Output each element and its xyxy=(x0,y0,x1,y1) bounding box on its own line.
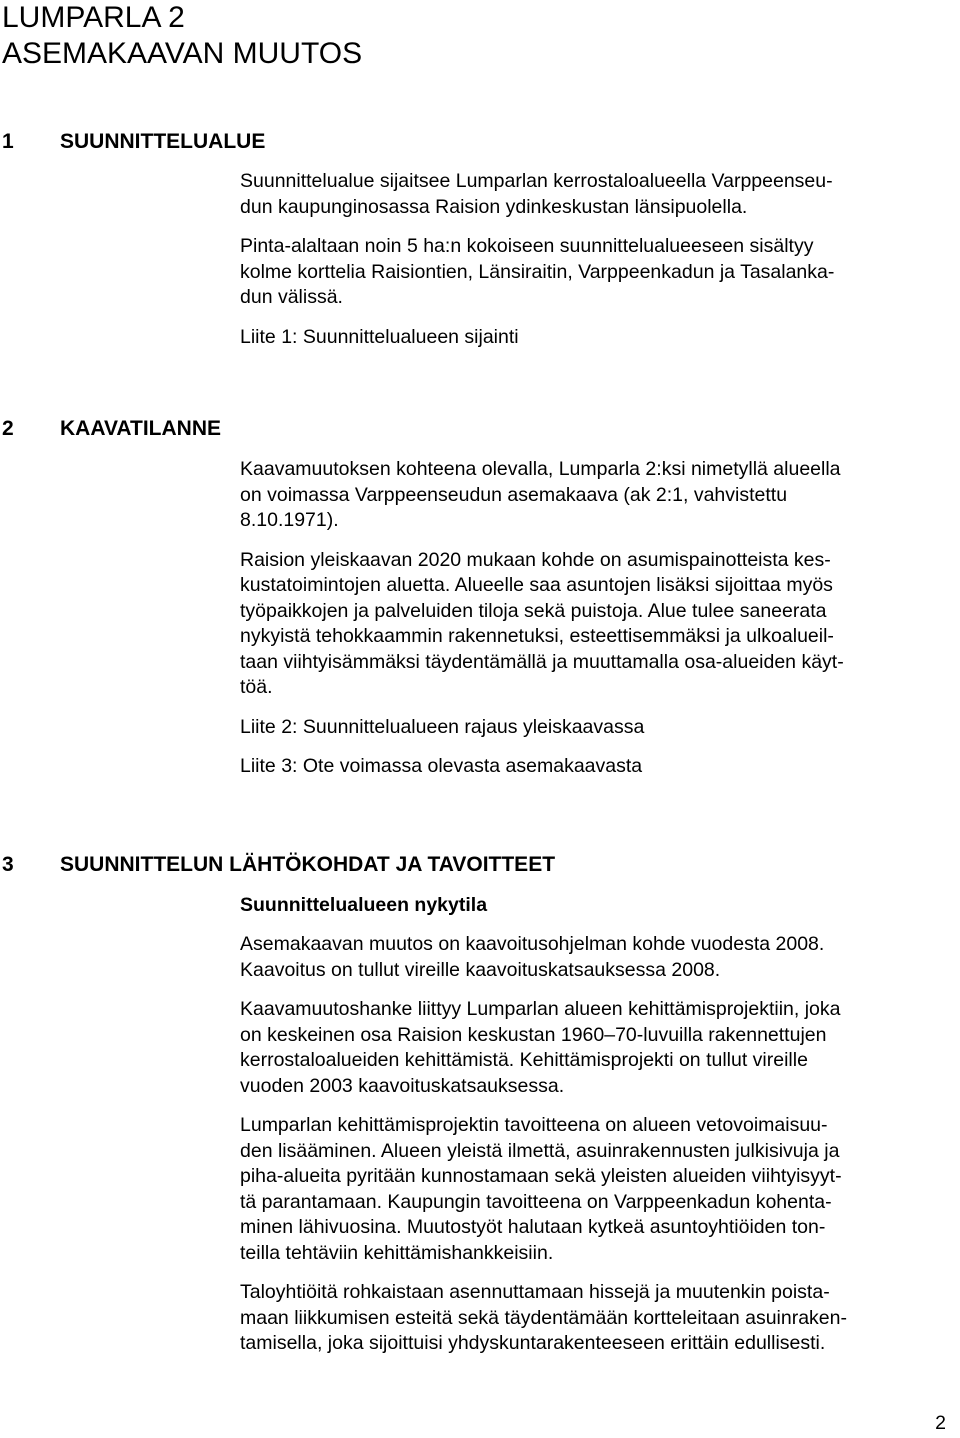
text-line: tamisella, joka sijoittuisi yhdyskuntarakenteeseen erittäin edullisesti. xyxy=(240,1332,826,1354)
attachment-reference xyxy=(240,715,952,741)
text-line: töä. xyxy=(240,676,273,698)
paragraph xyxy=(240,169,952,220)
paragraph xyxy=(240,997,952,1099)
text-line: Taloyhtiöitä rohkaistaan asennuttamaan hissejä ja muutenkin poista- xyxy=(240,1281,830,1303)
section-2-body xyxy=(240,457,952,780)
attachment-reference xyxy=(240,325,952,351)
text-line: Raision yleiskaavan 2020 mukaan kohde on asumispainotteista kes- xyxy=(240,548,831,571)
text-line: Lumparlan kehittämisprojektin tavoitteena on alueen vetovoimaisuu- xyxy=(240,1114,828,1136)
text-line: kolme korttelia Raisiontien, Länsiraitin, Varppeenkadun ja Tasalanka- xyxy=(240,260,835,283)
text-line: tä parantamaan. Kaupungin tavoitteena on Varppeenkadun kohenta- xyxy=(240,1190,832,1213)
text-line: Kaavoitus on tullut vireille kaavoituskatsauksessa 2008. xyxy=(240,958,721,981)
text-line: piha-alueita pyritään kunnostamaan sekä yleisten alueiden viihtyisyyt- xyxy=(240,1165,842,1187)
text-line: Kaavamuutoshanke liittyy Lumparlan alueen kehittämisprojektiin, joka xyxy=(240,998,841,1020)
text-line: minen lähivuosina. Muutostyöt halutaan kytkeä asuntoyhtiöiden ton- xyxy=(240,1216,826,1238)
paragraph xyxy=(240,548,952,701)
section-title: SUUNNITTELUALUE xyxy=(60,130,266,153)
section-1-heading xyxy=(2,129,265,155)
paragraph xyxy=(240,932,952,983)
section-title: SUUNNITTELUN LÄHTÖKOHDAT JA TAVOITTEET xyxy=(60,853,556,876)
text-line: teilla tehtäviin kehittämishankkeisiin. xyxy=(240,1241,554,1264)
text-line: kustatoimintojen aluetta. Alueelle saa asuntojen lisäksi sijoittaa myös xyxy=(240,574,833,596)
page-number: 2 xyxy=(935,1412,946,1434)
paragraph xyxy=(240,1113,952,1266)
text-line: työpaikkojen ja palveluiden tiloja sekä puistoja. Alue tulee saneerata xyxy=(240,599,827,622)
section-number: 3 xyxy=(2,853,14,876)
text-line: nykyistä tehokkaammin rakennetuksi, esteettisemmäksi ja ulkoalueil- xyxy=(240,625,834,647)
document-title xyxy=(2,0,362,72)
text-line: dun kaupunginosassa Raision ydinkeskustan länsipuolella. xyxy=(240,195,748,218)
paragraph xyxy=(240,234,952,311)
text-line: Liite 3: Ote voimassa olevasta asemakaavasta xyxy=(240,755,643,777)
section-3-heading xyxy=(2,852,555,878)
paragraph xyxy=(240,1280,952,1357)
text-line: dun välissä. xyxy=(240,286,343,308)
document-title-line-1: LUMPARLA 2 xyxy=(2,1,185,34)
paragraph xyxy=(240,457,952,534)
text-line: Liite 2: Suunnittelualueen rajaus yleiskaavassa xyxy=(240,715,645,738)
text-line: on voimassa Varppeenseudun asemakaava (ak 2:1, vahvistettu xyxy=(240,483,788,506)
subsection-heading: Suunnittelualueen nykytila xyxy=(240,894,488,916)
section-number: 1 xyxy=(2,130,14,153)
text-line: Pinta-alaltaan noin 5 ha:n kokoiseen suunnittelualueeseen sisältyy xyxy=(240,235,814,257)
text-line: den lisääminen. Alueen yleistä ilmettä, asuinrakennusten julkisivuja ja xyxy=(240,1139,840,1162)
document-title-line-2: ASEMAKAAVAN MUUTOS xyxy=(2,37,363,70)
text-line: Liite 1: Suunnittelualueen sijainti xyxy=(240,325,519,348)
text-line: maan liikkumisen esteitä sekä täydentämään kortteleitaan asuinraken- xyxy=(240,1306,847,1329)
text-line: Asemakaavan muutos on kaavoitusohjelman kohde vuodesta 2008. xyxy=(240,933,825,955)
text-line: Suunnittelualue sijaitsee Lumparlan kerrostaloalueella Varppeenseu- xyxy=(240,170,833,192)
text-line: on keskeinen osa Raision keskustan 1960–70-luvuilla rakennettujen xyxy=(240,1023,827,1046)
section-1-body xyxy=(240,169,952,350)
text-line: 8.10.1971). xyxy=(240,509,339,531)
section-3-body xyxy=(240,892,952,1357)
text-line: vuoden 2003 kaavoituskatsauksessa. xyxy=(240,1074,565,1097)
section-2-heading xyxy=(2,416,221,442)
section-number: 2 xyxy=(2,417,14,440)
text-line: taan viihtyisämmäksi täydentämällä ja muuttamalla osa-alueiden käyt- xyxy=(240,650,844,673)
section-title: KAAVATILANNE xyxy=(60,417,221,440)
text-line: kerrostaloalueiden kehittämistä. Kehittämisprojekti on tullut vireille xyxy=(240,1049,808,1071)
attachment-reference xyxy=(240,754,952,780)
text-line: Kaavamuutoksen kohteena olevalla, Lumparla 2:ksi nimetyllä alueella xyxy=(240,458,841,480)
